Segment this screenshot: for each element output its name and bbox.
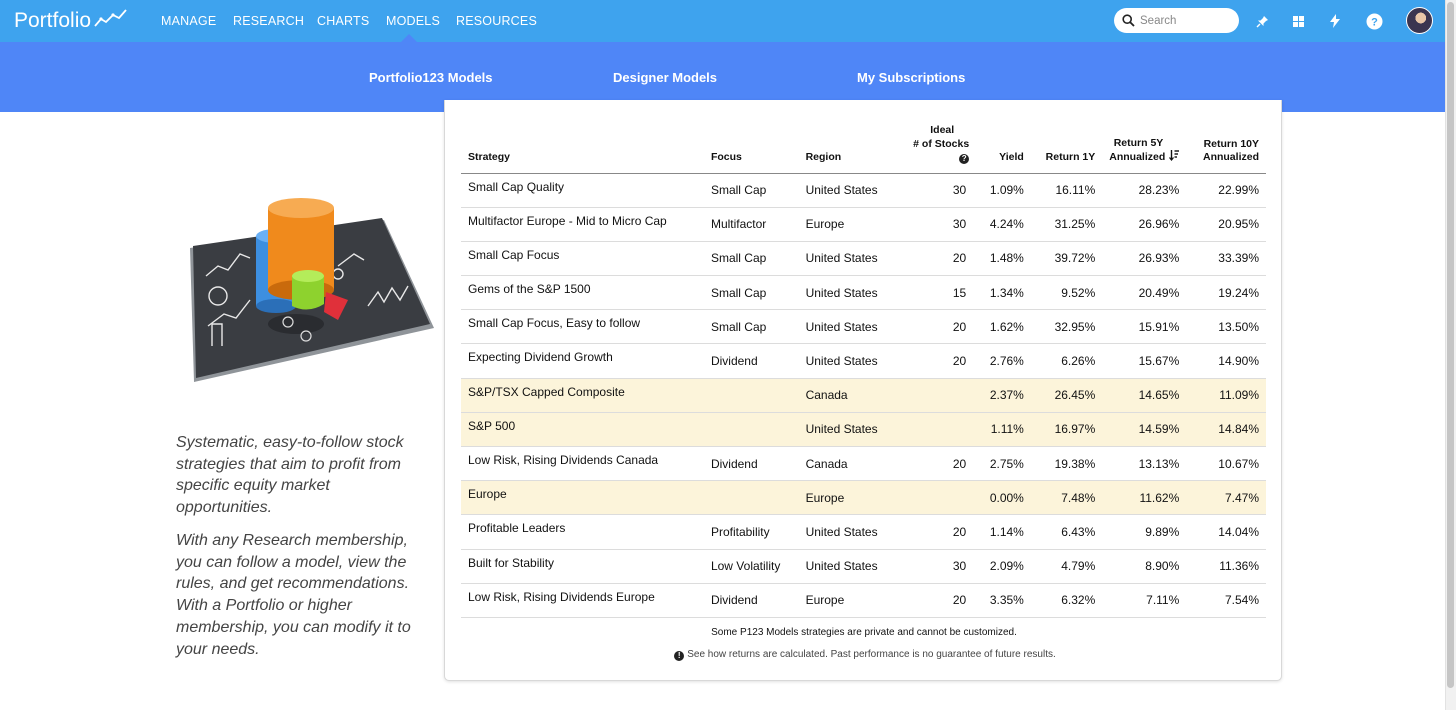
region-cell: United States (799, 344, 895, 378)
ideal-stocks-cell (894, 481, 973, 515)
region-cell: Canada (799, 447, 895, 481)
return-1y-cell: 6.43% (1031, 515, 1102, 549)
strategy-row[interactable] (461, 344, 1266, 378)
strategy-row[interactable] (461, 447, 1266, 481)
subnav-my-subscriptions[interactable]: My Subscriptions (857, 70, 966, 85)
focus-cell: Small Cap (704, 310, 799, 344)
strategy-name[interactable]: Low Risk, Rising Dividends Canada (461, 447, 704, 481)
yield-cell: 2.76% (973, 344, 1031, 378)
ideal-stocks-cell: 20 (894, 447, 973, 481)
region-cell: Europe (799, 481, 895, 515)
strategy-name[interactable]: Multifactor Europe - Mid to Micro Cap (461, 207, 704, 241)
models-table (461, 124, 1266, 618)
region-cell: Canada (799, 378, 895, 412)
search-box[interactable] (1114, 8, 1239, 33)
yield-cell: 1.34% (973, 276, 1031, 310)
col-header-return-1y[interactable]: Return 1Y (1031, 124, 1102, 173)
active-nav-caret (401, 34, 417, 42)
yield-cell: 4.24% (973, 207, 1031, 241)
return-5y-cell: 11.62% (1102, 481, 1186, 515)
return-1y-cell: 39.72% (1031, 241, 1102, 275)
help-icon[interactable] (1364, 11, 1384, 31)
yield-cell: 3.35% (973, 583, 1031, 617)
ideal-stocks-cell: 20 (894, 515, 973, 549)
strategy-row[interactable] (461, 515, 1266, 549)
returns-disclaimer-text[interactable]: See how returns are calculated. Past performance is no guarantee of future results. (687, 649, 1056, 660)
strategy-name[interactable]: Small Cap Quality (461, 173, 704, 207)
yield-cell: 1.11% (973, 412, 1031, 446)
focus-cell: Dividend (704, 583, 799, 617)
ideal-stocks-cell: 20 (894, 241, 973, 275)
return-10y-cell: 14.04% (1186, 515, 1266, 549)
return-10y-cell: 19.24% (1186, 276, 1266, 310)
strategy-name[interactable]: Profitable Leaders (461, 515, 704, 549)
return-10y-cell: 11.36% (1186, 549, 1266, 583)
col-header-strategy[interactable]: Strategy (461, 124, 704, 173)
nav-resources[interactable]: RESOURCES (456, 14, 537, 28)
col-header-return-5y[interactable]: Return 5Y Annualized (1102, 124, 1186, 173)
return-10y-cell: 14.84% (1186, 412, 1266, 446)
strategy-row[interactable] (461, 276, 1266, 310)
strategy-name[interactable]: Built for Stability (461, 549, 704, 583)
ideal-stocks-cell: 15 (894, 276, 973, 310)
strategy-row[interactable] (461, 549, 1266, 583)
private-strategies-note: Some P123 Models strategies are private and cannot be customized. (711, 627, 1017, 638)
ideal-stocks-cell: 20 (894, 344, 973, 378)
return-5y-cell: 7.11% (1102, 583, 1186, 617)
return-10y-cell: 20.95% (1186, 207, 1266, 241)
models-table-body (461, 173, 1266, 617)
region-cell: United States (799, 412, 895, 446)
col-header-focus[interactable]: Focus (704, 124, 799, 173)
return-10y-cell: 14.90% (1186, 344, 1266, 378)
focus-cell (704, 378, 799, 412)
return-10y-cell: 10.67% (1186, 447, 1266, 481)
return-5y-cell: 15.67% (1102, 344, 1186, 378)
return-10y-cell: 11.09% (1186, 378, 1266, 412)
return-10y-cell: 7.47% (1186, 481, 1266, 515)
yield-cell: 0.00% (973, 481, 1031, 515)
charts-illustration (188, 196, 436, 386)
return-5y-cell: 20.49% (1102, 276, 1186, 310)
return-1y-cell: 7.48% (1031, 481, 1102, 515)
ideal-stocks-cell: 20 (894, 583, 973, 617)
nav-research[interactable]: RESEARCH (233, 14, 305, 28)
focus-cell: Small Cap (704, 173, 799, 207)
col-header-region[interactable]: Region (799, 124, 895, 173)
region-cell: United States (799, 241, 895, 275)
return-1y-cell: 16.11% (1031, 173, 1102, 207)
sort-desc-icon[interactable] (1169, 150, 1179, 161)
benchmark-row[interactable] (461, 378, 1266, 412)
membership-description: With any Research membership, you can follow a model, view the rules, and get recommendations. With a Portfolio or higher membership, you can modify it to your needs. (176, 532, 411, 658)
yield-cell: 1.62% (973, 310, 1031, 344)
grid-icon[interactable] (1288, 11, 1308, 31)
return-5y-cell: 9.89% (1102, 515, 1186, 549)
col-header-ideal-stocks[interactable]: Ideal # of Stocks? (894, 124, 973, 173)
return-10y-cell: 22.99% (1186, 173, 1266, 207)
strategy-name[interactable]: Europe (461, 481, 704, 515)
region-cell: United States (799, 310, 895, 344)
return-1y-cell: 19.38% (1031, 447, 1102, 481)
return-10y-cell: 33.39% (1186, 241, 1266, 275)
return-1y-cell: 4.79% (1031, 549, 1102, 583)
return-1y-cell: 31.25% (1031, 207, 1102, 241)
user-avatar[interactable] (1406, 7, 1433, 34)
return-10y-cell: 13.50% (1186, 310, 1266, 344)
return-5y-cell: 14.65% (1102, 378, 1186, 412)
subnav-portfolio123-models[interactable]: Portfolio123 Models (369, 70, 493, 85)
focus-cell (704, 481, 799, 515)
focus-cell: Dividend (704, 447, 799, 481)
return-5y-cell: 26.96% (1102, 207, 1186, 241)
focus-cell: Dividend (704, 344, 799, 378)
return-5y-cell: 26.93% (1102, 241, 1186, 275)
strategy-name[interactable]: Small Cap Focus (461, 241, 704, 275)
top-navbar (0, 0, 1445, 42)
strategy-row[interactable] (461, 583, 1266, 617)
yield-cell: 1.09% (973, 173, 1031, 207)
focus-cell (704, 412, 799, 446)
info-icon[interactable]: ? (959, 154, 969, 164)
pin-icon[interactable] (1252, 11, 1272, 31)
return-10y-cell: 7.54% (1186, 583, 1266, 617)
yield-cell: 1.48% (973, 241, 1031, 275)
info-icon[interactable]: ! (674, 651, 684, 661)
return-5y-cell: 14.59% (1102, 412, 1186, 446)
return-5y-cell: 28.23% (1102, 173, 1186, 207)
return-1y-cell: 32.95% (1031, 310, 1102, 344)
ideal-stocks-cell: 30 (894, 549, 973, 583)
portfolio123-logo[interactable] (14, 6, 129, 36)
models-table-card (444, 100, 1282, 681)
strategy-name[interactable]: S&P/TSX Capped Composite (461, 378, 704, 412)
returns-disclaimer (445, 649, 1283, 661)
region-cell: Europe (799, 583, 895, 617)
return-1y-cell: 6.26% (1031, 344, 1102, 378)
region-cell: United States (799, 515, 895, 549)
yield-cell: 1.14% (973, 515, 1031, 549)
strategy-row[interactable] (461, 207, 1266, 241)
scrollbar-thumb[interactable] (1447, 2, 1454, 688)
ideal-stocks-cell (894, 378, 973, 412)
region-cell: Europe (799, 207, 895, 241)
focus-cell: Small Cap (704, 241, 799, 275)
nav-manage[interactable]: MANAGE (161, 14, 217, 28)
yield-cell: 2.75% (973, 447, 1031, 481)
lightning-icon[interactable] (1325, 11, 1345, 31)
ideal-stocks-cell: 30 (894, 173, 973, 207)
nav-models[interactable]: MODELS (386, 14, 440, 28)
strategy-name[interactable]: Expecting Dividend Growth (461, 344, 704, 378)
logo-text: Portfolio (14, 9, 92, 32)
focus-cell: Small Cap (704, 276, 799, 310)
benchmark-row[interactable] (461, 412, 1266, 446)
table-header-row (461, 124, 1266, 173)
return-1y-cell: 6.32% (1031, 583, 1102, 617)
ideal-stocks-cell: 20 (894, 310, 973, 344)
return-1y-cell: 9.52% (1031, 276, 1102, 310)
strategy-name[interactable]: Small Cap Focus, Easy to follow (461, 310, 704, 344)
ideal-stocks-cell: 30 (894, 207, 973, 241)
return-5y-cell: 8.90% (1102, 549, 1186, 583)
svg-text:?: ? (1370, 16, 1378, 28)
strategy-name[interactable]: Gems of the S&P 1500 (461, 276, 704, 310)
region-cell: United States (799, 276, 895, 310)
return-5y-cell: 15.91% (1102, 310, 1186, 344)
strategy-row[interactable] (461, 310, 1266, 344)
strategy-name[interactable]: S&P 500 (461, 412, 704, 446)
strategy-name[interactable]: Low Risk, Rising Dividends Europe (461, 583, 704, 617)
models-tagline: Systematic, easy-to-follow stock strategies that aim to profit from specific equity market opportunities. (176, 434, 404, 517)
search-input[interactable] (1140, 15, 1230, 27)
return-1y-cell: 26.45% (1031, 378, 1102, 412)
focus-cell: Profitability (704, 515, 799, 549)
ideal-stocks-cell (894, 412, 973, 446)
yield-cell: 2.09% (973, 549, 1031, 583)
benchmark-row[interactable] (461, 481, 1266, 515)
yield-cell: 2.37% (973, 378, 1031, 412)
region-cell: United States (799, 173, 895, 207)
search-icon (1122, 14, 1135, 27)
col-header-return-10y[interactable]: Return 10Y Annualized (1186, 124, 1266, 173)
logo-chart-icon (93, 7, 129, 29)
focus-cell: Multifactor (704, 207, 799, 241)
subnav-designer-models[interactable]: Designer Models (613, 70, 718, 85)
nav-charts[interactable]: CHARTS (317, 14, 370, 28)
col-header-yield[interactable]: Yield (973, 124, 1031, 173)
focus-cell: Low Volatility (704, 549, 799, 583)
strategy-row[interactable] (461, 241, 1266, 275)
return-1y-cell: 16.97% (1031, 412, 1102, 446)
strategy-row[interactable] (461, 173, 1266, 207)
return-5y-cell: 13.13% (1102, 447, 1186, 481)
region-cell: United States (799, 549, 895, 583)
